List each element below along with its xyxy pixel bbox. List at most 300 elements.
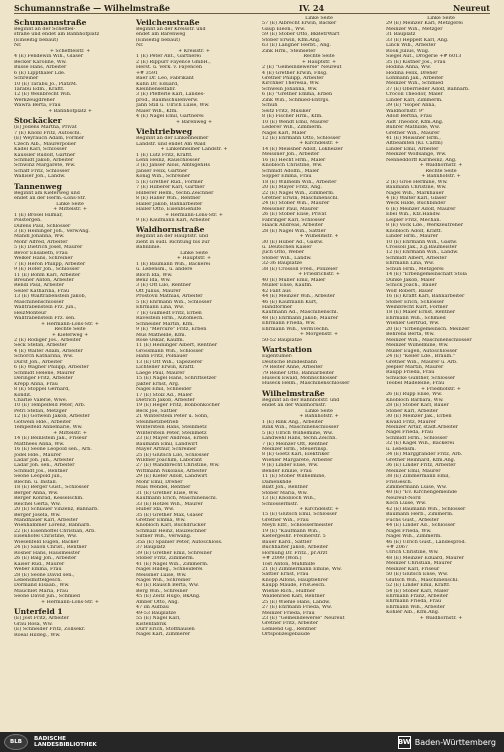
entry-line: Fabringer Karl, Schlosser <box>262 217 326 223</box>
entry-line: Durst Joh., Arbeiter <box>14 359 63 365</box>
entry-line: Bahnlinie. <box>136 245 161 251</box>
viewer-footer <box>0 732 504 752</box>
entry-line: Grether Wih., Frau <box>262 517 309 523</box>
entry-line: Grossmann Wih., Schlosser <box>136 348 204 354</box>
entry-line: 46 (E) Ulrich Gust., Landesprod. <box>386 539 467 545</box>
entry-line: Lehn Heinz, Rauschlosser <box>136 157 200 163</box>
entry-line: Werkzeugdreher <box>14 97 55 103</box>
entry-line: Mandhauer Karl, Arbeiter <box>14 517 78 523</box>
entry-line: Jakter Ernst, Arg. <box>136 381 180 387</box>
entry-line: Mandl Johanna, Ww. <box>14 234 65 240</box>
entry-line: Knopp Alfons, Hauptlehrer <box>262 577 329 583</box>
entry-line: 8 (E) Stoppel Gerhard, <box>14 387 70 393</box>
entry-line: Winterstein Hans, Steinmetz <box>136 425 207 431</box>
header-page-number: IV. 24 <box>298 2 325 13</box>
entry-line: Walliser Joh., Landw. <box>14 174 66 180</box>
entry-line: Matthees Anna, Ww. <box>14 441 65 447</box>
entry-line: Eigentümer: <box>262 354 293 360</box>
entry-line: Lebensmittelgesch. <box>14 577 62 583</box>
entry-line: 47 im Aufbau <box>136 605 169 611</box>
entry-line: Grether Reinhard, Kfm.Ang. <box>386 457 456 463</box>
entry-line: (E) Schneider Fritz, Zollsekr. <box>14 627 86 633</box>
entry-line: 35 (E) Grether Max, Glaser <box>136 512 204 518</box>
entry-line: +# 3591 <box>136 70 158 76</box>
cross-street-marker: + Mittelstr. + <box>53 207 87 213</box>
entry-line: (E) Weyrauch Adam, Former <box>14 136 84 142</box>
entry-line: 1 (E) Peter Ant., Gärtnerei <box>136 54 201 60</box>
entry-line: Schmidt Jos., Rentner <box>14 468 68 474</box>
cross-street-marker: + Kieferweg + <box>51 332 89 338</box>
entry-line: Schmidt Hrm., Schlosser <box>386 435 448 441</box>
cross-street-marker: + Hauptstr. + <box>176 256 212 262</box>
entry-line: Roeal Hildeg., Ww. <box>14 632 61 638</box>
entry-line: Koch Luise, Ww. <box>386 501 427 507</box>
entry-line: 6 (E) Wagner Philipp, Arbeiter <box>14 365 89 371</box>
library-name[interactable]: BADISCHE LANDESBIBLIOTHEK <box>34 735 97 748</box>
entry-line: Linder Emil, Arbeiter <box>386 146 439 152</box>
entry-line: Busse Hans, Arbeiter <box>14 65 67 71</box>
entry-line: Weinbrecht Kurt, Former <box>386 305 448 311</box>
entry-line: 7 (E) Meinzer Ott, Rentner <box>262 441 329 447</box>
entry-line: 28 (E) Nagel Wih., Sattler <box>262 228 326 234</box>
entry-line: Leipler Fritz, Mechan. <box>386 217 442 223</box>
entry-line: Breuner Anton, Arbeiter <box>14 278 74 284</box>
entry-line: Lohmann Jak., Arbeiter <box>386 75 444 81</box>
entry-line: Mus Mathelde, Kfm. <box>136 332 187 338</box>
column-1 <box>14 16 126 728</box>
entry-line: 7 (E) Hilberer Karl, Gärtner <box>136 185 205 191</box>
entry-line: 44 (E) Meinzer Wih., Arbeiter <box>262 294 335 300</box>
entry-line: Deutsche Bundesbahn <box>262 359 318 365</box>
entry-line: 30 (E) Meinzer Jak., Erben <box>386 414 452 420</box>
cross-street-marker: + Friedrichstr. + <box>298 272 340 278</box>
entry-line: Bauer Kard., Sattler <box>262 539 312 545</box>
entry-line: Nagel Emil, Schneider <box>136 387 192 393</box>
cross-street-marker: + Schefflelstr. + <box>49 48 91 54</box>
entry-line: 11 (E) Böhm Karl, Arbeiter <box>14 272 81 278</box>
entry-line: HeizMonteur <box>14 310 47 316</box>
entry-line: Meinzer Karl, Friseur <box>386 566 440 572</box>
entry-line: 10 (E) Tarabu Jo., PlatzM. <box>14 81 78 87</box>
entry-line: 20 (E) Schlauer Vinzenz, Bahnarb. <box>14 507 99 513</box>
entry-line: Knobloch Christine, Ww. <box>262 163 323 169</box>
entry-line: Nagel Wih., Zimmerm. <box>386 534 442 540</box>
entry-line: 3 (E) Heininger Joh., VerwAng. <box>14 228 90 234</box>
entry-line: 16 (E) Krafft Karl, Bahnarbeiter <box>386 294 465 300</box>
entry-line: Landwehl Hans, techn.Zeichn. <box>262 436 337 442</box>
entry-line: Berger Konrad, Kesselschm. <box>14 496 84 502</box>
entry-line: 9 (E) Hofer Joh., Schlosser <box>14 267 80 273</box>
entry-line: Meissner Joh., Arbeiter <box>262 152 320 158</box>
entry-line: Wiehle Rich., Hülfner <box>262 588 316 594</box>
entry-line: Ladar Joh. jun., Arbeiter <box>14 457 74 463</box>
entry-line: Mohr Emil, Dreher <box>136 479 183 485</box>
entry-line: Linder Hrm., Maurer <box>386 234 438 240</box>
entry-line: Beginnt an der Schefflel- <box>14 27 76 32</box>
entry-line: Schwinz Margarete, Ww. <box>14 163 76 169</box>
entry-line: Ehrmann Lina, Ww. <box>136 305 185 311</box>
entry-line: 59 (E) Stober Otto, BkBetrWart <box>262 32 340 38</box>
cross-street-marker: + Linkenheimer Landstr. + <box>160 147 228 153</box>
entry-line: Schmidt Adolfn., Maler <box>262 168 320 174</box>
entry-line: 6 (E) Meinzer Adolf, Maurer <box>386 206 456 212</box>
entry-line: Kleinhenselfabr. <box>136 86 176 92</box>
entry-line: Kuhn Dr. Eduard, <box>136 81 179 87</box>
entry-line: Gotwein Hde., Arbeiter <box>14 419 72 425</box>
entry-line: Berger Josefa, Ww. <box>14 512 61 518</box>
street-heading: Waldhornstraße <box>136 225 205 235</box>
street-heading: Stockäcker <box>14 116 62 126</box>
entry-line: Ehrmann Wih., Arbeiter <box>386 604 445 610</box>
cross-street-marker: + Kreisstr. + <box>178 48 210 54</box>
entry-line: Grether Fritz, Arbeiter <box>262 621 319 627</box>
entry-line: 21 (E) Zimmermann Emilie, Ww. <box>262 566 342 572</box>
street-heading: Schumannstraße <box>14 18 87 27</box>
entry-line: Mais Wendel, Rentner <box>136 485 191 491</box>
entry-line: 8 (E) Haller Wih., Rentner <box>136 196 201 202</box>
entry-line: 31 (E) Grether Elise, Ww. <box>136 490 199 496</box>
entry-line: Dormand Elsaab., Ww. <box>14 583 70 589</box>
header-streets: Schumannstraße — Wilhelmstraße <box>14 2 170 13</box>
entry-line: 38 (E) Crossoll Fred., Polizeier <box>262 266 338 272</box>
entry-line: Nr. <box>14 43 22 49</box>
entry-line: 44 (E) Linder Ad., Schlosser <box>386 523 456 529</box>
entry-line: u. Lebensm. <box>386 446 416 452</box>
entry-line: (Einseitig bebaut) <box>136 37 181 43</box>
entry-line: 22 (E) Nagel Wih., Zimmerm. <box>262 190 335 196</box>
cross-street-marker: + Bahnhofstr. + <box>299 414 339 420</box>
entry-line: Schneider Martin, Kfm. <box>136 321 194 327</box>
entry-line: Stober Maria, Ww. <box>262 490 308 496</box>
entry-line: Schuh <box>262 103 278 109</box>
entry-line: Baumann Emil, Landwirt <box>136 441 198 447</box>
entry-line: Seck Stefan, Arbeiter <box>14 343 67 349</box>
entry-line: Nagel Hildeg., Schneiderei <box>136 567 203 573</box>
entry-line: 3 (E) Janser Alois, AmtsgehHs <box>136 163 211 169</box>
entry-line: 6 (E) Lippthaler Lde. <box>14 70 66 76</box>
entry-line: Wiehler Gertrud, Ww. <box>386 321 440 327</box>
entry-line: Neureut-Nord <box>386 495 421 501</box>
entry-line: Walltrabenstein Frz. jun., <box>14 305 77 311</box>
cross-street-marker: + Hermann-Löns-Str. + <box>165 212 223 218</box>
entry-line: Gaup Eleon., Ww. <box>262 26 306 32</box>
entry-line: 16 (E) Hecht Hrm., Maler <box>262 157 326 163</box>
entry-line: Siltner Wih., Verwang. <box>136 534 192 540</box>
entry-line: 4 (E) Nagel Emil, Gärtnerei <box>136 114 204 120</box>
entry-line: Tost Anton, Mühlhilfe <box>262 561 316 567</box>
entry-line: Ehrmann Lina, Ww. <box>386 261 435 267</box>
entry-line: 11 (E) Heininger Albert, Rentner <box>136 343 218 349</box>
entry-line: Deringer Fritz, Arbeiter <box>14 376 73 382</box>
cross-street-marker: + Bahnhofstr. + <box>421 174 461 180</box>
entry-line: 39 (E) Grether Emil, Schreiner <box>136 550 212 556</box>
cross-street-marker: + Wilhelmstr. + <box>299 234 339 240</box>
entry-line: Linder Karl, Zimmerm. <box>386 97 443 103</box>
entry-line: 1 (E) Rink Ang., Arbeiter <box>262 419 324 425</box>
cross-street-marker: Rechte Seite <box>54 327 86 333</box>
entry-line: Crossoll Jak., z.g.Baumeister <box>386 245 457 251</box>
entry-line: 20 (E) "Erbengemeinsch. Meinzer <box>386 326 470 332</box>
entry-line: 15 (E) Nagel Hans, Schriftsetzer <box>136 376 217 382</box>
entry-line: Ehrmann Wih., VermTechn. <box>262 326 330 332</box>
entry-line: Grether Emma, Ww. <box>136 517 186 523</box>
entry-line: Buchhalter Jakob, Arbeiter <box>262 545 329 551</box>
entry-line: Meinzer Artur, städt.Arbeiter <box>386 424 458 430</box>
entry-line: 5 (E) Grether Rud., Former <box>136 179 203 185</box>
entry-line: Seone Leopold jun., <box>14 474 63 480</box>
entry-line: Dürr Erich, Stoffhausen <box>136 627 195 633</box>
entry-line: 13 (E) Knobloch Wih., <box>262 496 316 502</box>
entry-line: Czech Alb., Maurerpolier <box>14 141 77 147</box>
entry-line: Huseck Ewald, Mohnschlosser <box>262 376 338 381</box>
entry-line: Lederer Wih., Zimmerm. <box>262 125 323 131</box>
entry-line: Nagel Karl, Zimmerer <box>136 632 191 638</box>
entry-line: u. Deutschen Kaiser <box>262 245 312 251</box>
entry-line: Krepp Anna, Frau <box>14 381 58 387</box>
entry-line: 14 (E) Meissner Adolf, Lokheizer <box>262 146 343 152</box>
entry-line: 25 (E) Glutsch Lilo, Schlosser <box>136 452 209 458</box>
entry-line: 30 (E) Huber Ad., Gastw. <box>262 239 324 245</box>
entry-line: Schwein Johanna, Ww. <box>262 86 318 92</box>
cross-street-marker: Linke Seite <box>305 408 333 414</box>
entry-line: Linck Wih., Arbeiter <box>386 43 436 49</box>
entry-line: Laege Paul, Maurer <box>136 370 185 376</box>
entry-line: 18 (E) Berger Gust., Schlosser <box>14 485 89 491</box>
entry-line: (E) Jost Fritz, Arbeiter <box>14 616 69 622</box>
cross-street-marker: + Hermann-Löns-Str. + <box>41 321 99 327</box>
entry-line: 39 (E) "Hoper Anna, <box>386 103 436 109</box>
entry-line: 9 (E) Kaufmann Karl, Arbeiter <box>136 217 211 223</box>
entry-line: 4 (E) Walter Adam, Arbeiter <box>14 348 83 354</box>
entry-line: Dufens Paul, Schlosser <box>14 223 71 229</box>
entry-line: 46 (E) Kaufmann Kurt, <box>262 299 318 305</box>
entry-line: Kaupp Maude, FrisGesch. <box>262 583 326 589</box>
entry-line: Rose Oskar, Kaufm. <box>136 338 185 344</box>
entry-line: 18 (E) Willhelm Wih., Arbeiter <box>262 179 337 185</box>
entry-line: endet an der Herm.-Löns-Str. <box>14 196 86 202</box>
entry-line: 12 (E) Ehrmann Wih., Landw. <box>386 250 459 256</box>
entry-line: Ehrmann Wih., Schmied <box>386 315 446 321</box>
entry-line: 13 (E) Walltrabenstein Jakob, <box>14 294 87 300</box>
entry-line: Beginnt am Kieferweg und <box>14 190 80 196</box>
entry-line: u. Lebensm., u. andere <box>136 267 193 273</box>
entry-line: 19 (E) "Kaufmann Wih., <box>262 528 321 534</box>
entry-line: 23 (E) Mayer Andreas, Erben <box>136 436 209 442</box>
cross-street-marker: + Mittelstr. + <box>53 430 87 436</box>
entry-line: Landstr. und endet Am Wald <box>136 141 206 147</box>
baden-wuerttemberg-logo[interactable] <box>398 736 496 749</box>
entry-line: Sattler Ernst, Frau <box>262 572 309 578</box>
entry-line: Haller Otto, EisenbGehilfe <box>136 207 202 213</box>
entry-line: Mohr Alfred, Arbeiter <box>14 239 68 245</box>
cross-street-marker: Rechte Seite <box>425 168 457 174</box>
entry-line: Rink Wih., Maschinenschlosser <box>262 425 339 431</box>
entry-line: Reichel Gerta, Ww. <box>14 501 61 507</box>
entry-line: Zink Wih., Schmied-Entrgs. <box>262 97 330 103</box>
entry-line: +# 2099 (Woh.) <box>262 556 302 562</box>
entry-line: 2 (E) Rödiger Jos., Arbeiter <box>14 338 81 344</box>
entry-line: 11 (E) Stober Wilhelmine, <box>262 474 326 480</box>
entry-line: 24 (E) Stober Wih., Maurer <box>262 201 330 207</box>
entry-line: 25 (E) Wiehle Hans, Landw. <box>262 599 331 605</box>
entry-line: straße und endet am Bahnhofplatz <box>14 32 100 38</box>
entry-line: Knobloch Karl, Buchdrucker <box>136 523 206 529</box>
entry-line: Hilberer Helm., techn.Zeichner <box>136 190 214 196</box>
entry-line: Huber Ida, Ww. <box>136 507 175 513</box>
entry-line: Lemlend Gg., Rentner <box>262 626 317 632</box>
entry-line: 9 (E) "Mercure" Fritz, Erben <box>136 327 207 333</box>
entry-line: 45 (E) Zeitz Hugo, BkAng. <box>136 594 201 600</box>
entry-line: Müller Eugen, Autoschlosser <box>386 348 458 354</box>
entry-line: +# 2067 <box>386 544 408 550</box>
entry-line: endet an der Waldhornstr. <box>262 403 327 409</box>
entry-line: 27 (E) Ehrmann Frieda, Ww. <box>262 605 333 611</box>
entry-line: Schreiner <box>14 76 39 82</box>
entry-line: 42 Fällt aus <box>262 288 291 294</box>
cross-street-marker: + Hermann-Löns-Str. + <box>41 599 99 605</box>
entry-line: Tarabu Edm., Kraftf. <box>14 86 65 92</box>
cross-street-marker: + Kirchdelstr. + <box>299 506 339 512</box>
column-3 <box>262 16 376 728</box>
bw-label: Baden-Württemberg <box>414 737 496 747</box>
entry-line: 9 (E) Linder Elise, Ww. <box>262 463 319 469</box>
entry-line: 10 (E) Tempelfeld Peter, Arb. <box>14 403 86 409</box>
entry-line: 19 (E) Heger Fritz, Bonbonkocher <box>136 403 220 409</box>
entry-line: 18 (E) Maier Ernst, Rentner <box>386 310 456 316</box>
entry-line: 1 (E) Lutz Fritz, Kraftf. <box>136 152 193 158</box>
entry-line: 10 (E) Wendt Emil, Maurer <box>262 119 329 125</box>
entry-line: Stober Wih., Landw. <box>262 255 312 261</box>
entry-line: Benz Ida, Ww. <box>136 278 171 284</box>
entry-line: Jodel Hde., Maurer <box>14 452 62 458</box>
entry-line: Grether Philipp, Arbeiter <box>262 75 324 81</box>
entry-line: 48 (E) Meinzer Eduard, Maurer <box>386 555 464 561</box>
entry-line: Beginnt an der Bahnhofstr. und <box>262 397 340 403</box>
entry-line: Wiesenfeld Eugen, Bäcker <box>14 539 79 545</box>
header-town: Neureut <box>452 2 490 13</box>
entry-line: Altbeamten (Kl. Caltm) <box>386 141 443 147</box>
entry-line: Ulrich Christine, Ww. <box>386 550 439 556</box>
entry-line: Glutsch Wih., Maschinenschl. <box>386 577 459 583</box>
entry-line: 1 (E) Brösel Hilmar, <box>14 212 63 218</box>
entry-line: König Wih., Schreiner <box>136 174 191 180</box>
entry-line: Dietrich Jakob, Arbeiter <box>136 398 195 403</box>
entry-line: 37 Bauplatz <box>136 545 166 551</box>
street-heading: Veilchenstraße <box>136 18 200 27</box>
entry-line: Hornung Dr. Fritz., pr.Arzt <box>262 550 328 556</box>
entry-line: Herst. u. Verk. v. Fayencen <box>136 65 202 71</box>
entry-line: Kaufmann Ad., Maschinenschl. <box>262 310 339 316</box>
entry-line: Juch Otto, Weber <box>262 250 305 256</box>
entry-line: Mauchlet Maria, Frau <box>14 588 69 594</box>
entry-line: Kistenfabrik <box>136 621 167 627</box>
street-heading: Unterfeld 1 <box>14 607 63 617</box>
entry-line: Maier Wih., Kfm. <box>136 108 178 114</box>
entry-line: Wienhammer Lorenz, Bahnarb. <box>14 523 91 529</box>
entry-line: 3 (E) Ott Lilo, Rentner <box>136 283 192 289</box>
entry-line: Meinzer Hrm., Steuerinsp. <box>262 446 328 452</box>
cross-street-marker: + Bahnhofplatz + <box>48 108 92 114</box>
entry-line: Meinzer Emil, Maurer <box>386 468 441 474</box>
entry-line: Baer Dr. Leo, Fabrikant <box>136 76 194 82</box>
entry-line: 7 (E) Heron Philipp, Arbeiter <box>14 261 86 267</box>
entry-line: Schücke Günther, Schlosser <box>386 375 455 381</box>
entry-line: 50-52 Bauplätze <box>262 337 302 343</box>
entry-line: Berg Wih., Schreiner <box>136 588 188 594</box>
cross-street-marker: Linke Seite <box>180 250 208 256</box>
entry-line: Siegel Aut., Drogerie +# 6013 <box>386 54 462 60</box>
entry-line: 57 (E) Albrecht Erwin, Bäcker <box>262 21 337 27</box>
entry-line: 52 (E) Linder Emil, Kraftf. <box>386 583 451 589</box>
entry-line: Schmidt Jakob, Arbeiter <box>14 157 74 163</box>
entry-line: Beginnt an der Kreisstr. und <box>136 27 206 32</box>
entry-line: Kirchner Theresia, Ww. <box>262 81 320 87</box>
entry-line: Rook Julius, Wiig. <box>386 48 430 54</box>
entry-line: 49-53 Bauplätze <box>136 610 176 616</box>
entry-line: 10 (E) Ehrmann Wih., Gastw. <box>386 239 458 245</box>
street-heading: Wilhelmstraße <box>262 388 325 398</box>
entry-line: Ehrmann Frieda, Frau <box>386 599 442 605</box>
entry-line: prod., Baumschulenverw. <box>136 97 199 103</box>
column-2 <box>136 16 252 728</box>
entry-line: Waldhornstr. 9" <box>386 108 425 114</box>
entry-line: Nenneddorff Karlheinz, Ang. <box>386 157 457 163</box>
entry-line: Schorch Katharina, Ww. <box>14 354 74 360</box>
entry-line: Kwald Fritz, Maurer <box>386 419 437 425</box>
entry-line: Mayer Arthur, Schreiner <box>136 447 197 453</box>
entry-line: 33 (E) Heppelt Karl, Ang. <box>386 37 449 43</box>
entry-line: Weck Hilde, Buchbinder <box>386 201 446 207</box>
entry-line: Grether Erwin, Maschinenschl. <box>262 195 339 201</box>
entry-line: 28 (E) Stober Karl, Bauer <box>386 403 449 409</box>
entry-line: 13 (E) Ott Wih., Tapezierer <box>136 359 203 365</box>
entry-line: 38 (E) Zimmermann Emil, <box>386 474 450 480</box>
entry-line: Schlossermstr. <box>262 501 299 507</box>
entry-line: 5 (E) Ulrich Wilhelmine, Ww. <box>262 430 334 436</box>
entry-line: 48 (E) Ehrmann Jakob, Maurer <box>262 315 339 321</box>
entry-line: Blatt Joh., Rentner <box>262 485 308 491</box>
entry-line: Aidt Theodor, Kfm.Ang. <box>386 119 444 125</box>
entry-line: 79 Reiter Anne, Arbeiter <box>262 365 323 371</box>
entry-line: zieht in südl. Richtung bis zur <box>136 239 210 245</box>
entry-line: 40 (E) Müller Emil, Maler <box>262 277 326 283</box>
cross-street-marker: + Kirchdelstr. + <box>299 141 339 147</box>
entry-line: 12 (E) Ehrmann Otto, Schlosser <box>262 135 341 141</box>
entry-line: 54 (E) Stober Karl, Maler <box>386 588 449 594</box>
street-heading: Tannenweg <box>14 181 62 191</box>
entry-line: Blechn. u. Install. <box>14 479 58 485</box>
entry-line: Jahn Still u. Ulrich Luise, Ww. <box>136 103 210 109</box>
entry-line: 34 (E) Marggrander Fritz, Arb. <box>386 452 463 458</box>
entry-line: 50 (E) Glutsch Elise, Ww. <box>386 572 449 578</box>
entry-line: Seiler Katharina, Frau <box>14 288 70 294</box>
entry-line: 26 (E) Balg Joh., Arbeiter <box>14 556 77 562</box>
entry-line: Zink Hrm., Steinseter <box>262 48 316 54</box>
entry-line: Wiehler Margarete, Arbeiter <box>262 457 333 463</box>
entry-line: 36 (E) Linder Fritz, Arbeiter <box>386 463 456 469</box>
entry-line: 41 (E) Nagel Wih., Zimmerm. <box>136 561 209 567</box>
entry-line: 79 Reiner Otto, Bahnarbeiter <box>262 370 335 376</box>
entry-line: Ehrmann Franz, Arbeiter <box>386 594 449 600</box>
entry-line: 7 (E) Knobl Fritz, Autoschl. <box>14 130 82 136</box>
entry-line: Nagel Karl, Maler <box>262 130 307 136</box>
cross-street-marker: + Waldhornstr. + <box>419 615 463 621</box>
entry-line: Lichteller Erwin, Kraftf. <box>136 365 195 371</box>
blb-logo-icon[interactable]: BLB <box>4 734 28 750</box>
cross-street-marker: Linke Seite <box>305 16 333 21</box>
street-heading: Wartstation <box>262 345 312 355</box>
entry-line: Waldenried Karl, Rentner <box>262 594 325 600</box>
